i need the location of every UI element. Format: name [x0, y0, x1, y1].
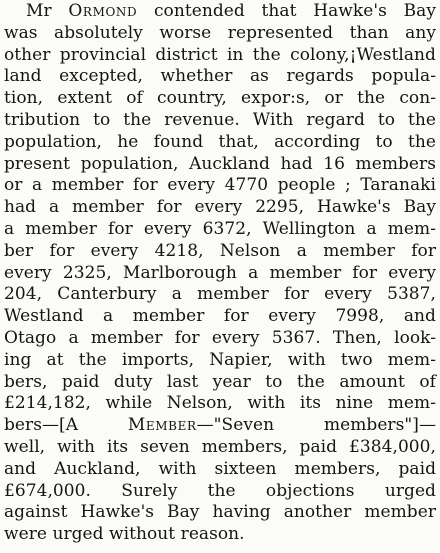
- text-line: [4, 263, 436, 285]
- text-segment: well, with its seven members, paid £384,000,: [4, 436, 436, 457]
- text-segment: was absolutely worse represented than any: [4, 22, 436, 43]
- text-segment: against Hawke's Bay having another member: [4, 502, 436, 523]
- text-line: [4, 415, 436, 437]
- text-line: [4, 88, 436, 110]
- text-line: [4, 219, 436, 241]
- text-segment: contended that Hawke's Bay: [137, 1, 436, 21]
- text-segment: £214,182, while Nelson, with its nine mem-: [4, 393, 436, 414]
- text-segment: £674,000. Surely the objections urged: [4, 480, 436, 501]
- text-segment: and Auckland, with sixteen members, paid: [4, 458, 436, 479]
- text-line: [4, 154, 436, 176]
- text-segment: tion, extent of country, expor:s, or the con-: [4, 88, 436, 109]
- text-line: [4, 175, 436, 197]
- text-segment: —"Seven members"]—: [196, 415, 436, 436]
- text-segment: were urged without reason.: [4, 524, 245, 545]
- text-line: [4, 45, 436, 67]
- text-segment: 204, Canterbury a member for every 5387,: [4, 284, 436, 305]
- text-segment: bers—[A: [4, 415, 128, 436]
- text-line: [4, 502, 436, 524]
- text-line: [4, 372, 436, 394]
- text-segment: present population, Auckland had 16 members: [4, 153, 436, 174]
- speaker-name: Member: [127, 415, 197, 436]
- speaker-name: Ormond: [68, 1, 138, 21]
- text-line: [4, 328, 436, 350]
- text-line: [4, 437, 436, 459]
- text-line: [4, 459, 436, 481]
- text-line: [4, 132, 436, 154]
- text-line: [4, 110, 436, 132]
- text-line: [4, 524, 436, 546]
- text-line: [4, 66, 436, 88]
- text-line: [4, 1, 436, 23]
- text-segment: had a member for every 2295, Hawke's Bay: [4, 197, 436, 218]
- text-segment: every 2325, Marlborough a member for every: [4, 262, 436, 283]
- text-segment: tribution to the revenue. With regard to the: [4, 109, 436, 130]
- text-segment: bers, paid duty last year to the amount of: [4, 371, 436, 392]
- text-segment: population, he found that, according to the: [4, 131, 436, 152]
- article-paragraph: [4, 1, 436, 546]
- text-segment: ing at the imports, Napier, with two mem-: [4, 349, 436, 370]
- text-segment: Westland a member for every 7998, and: [4, 306, 436, 327]
- text-segment: a member for every 6372, Wellington a mem-: [4, 218, 436, 239]
- text-segment: other provincial district in the colony,¡Westland: [4, 44, 436, 65]
- text-segment: land excepted, whether as regards popula-: [4, 66, 436, 87]
- text-segment: Otago a member for every 5367. Then, look-: [4, 327, 436, 348]
- text-line: [4, 393, 436, 415]
- text-line: [4, 23, 436, 45]
- text-line: [4, 481, 436, 503]
- text-segment: Mr: [26, 1, 69, 21]
- text-segment: ber for every 4218, Nelson a member for: [4, 240, 436, 261]
- text-line: [4, 284, 436, 306]
- text-line: [4, 241, 436, 263]
- text-line: [4, 197, 436, 219]
- text-line: [4, 350, 436, 372]
- text-segment: or a member for every 4770 people ; Taranaki: [4, 175, 436, 196]
- text-line: [4, 306, 436, 328]
